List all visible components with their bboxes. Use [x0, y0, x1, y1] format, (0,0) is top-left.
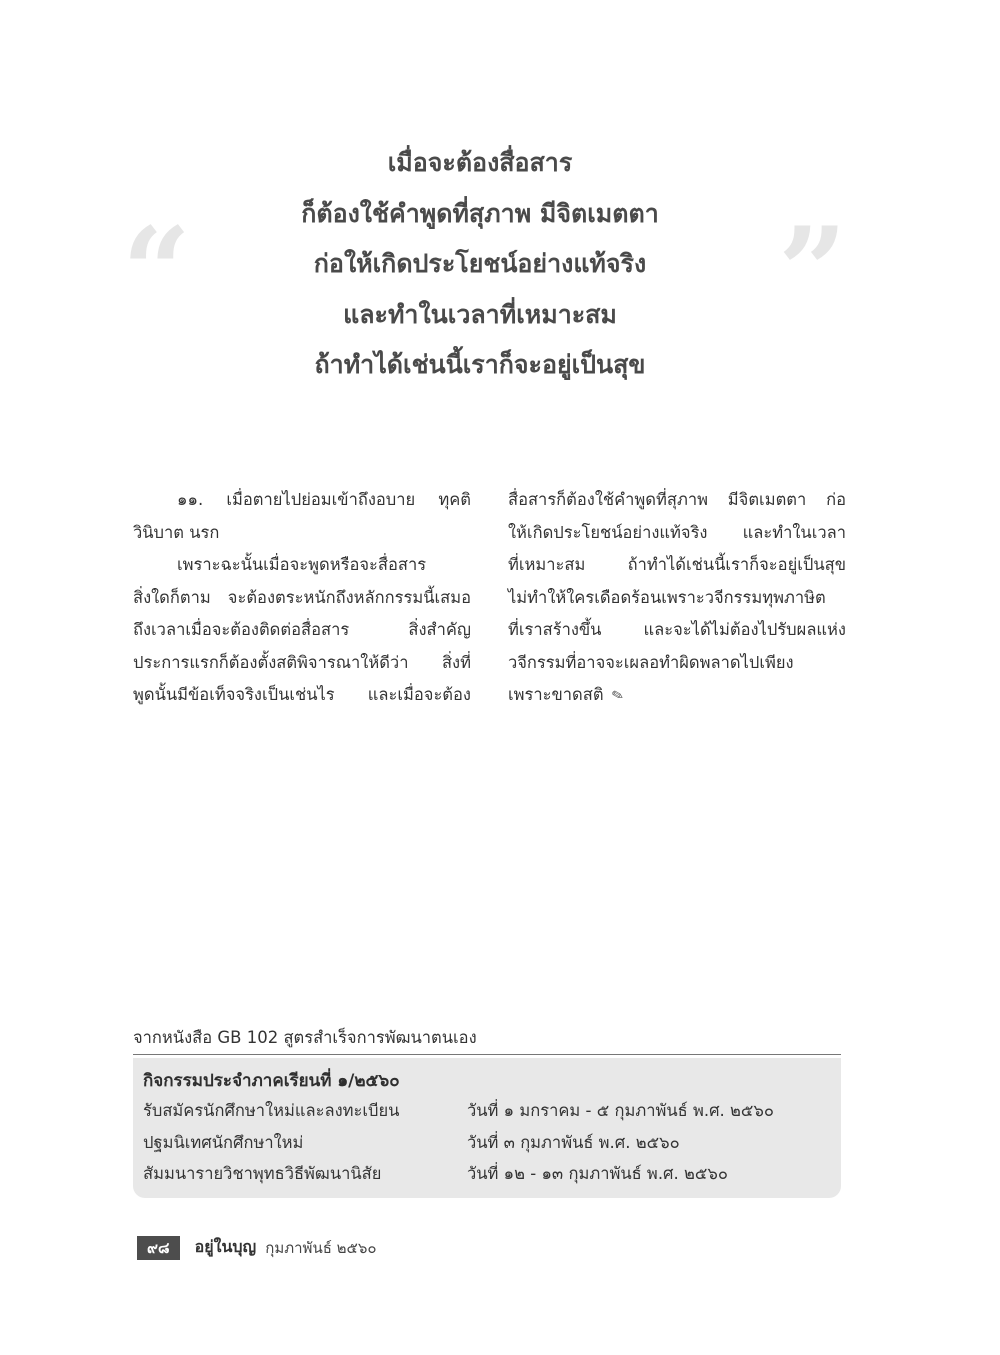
body-line: พูดนั้นมีข้อเท็จจริงเป็นเช่นไร และเมื่อจะต้อง	[133, 685, 471, 704]
body-line: ไม่ทำให้ใครเดือดร้อนเพราะวจีกรรมทุพภาษิต	[508, 587, 826, 607]
body-line: วจีกรรมที่อาจจะเผลอทำผิดพลาดไปเพียง	[508, 652, 794, 672]
feather-end-mark-icon: ✎	[609, 686, 626, 706]
activity-name: สัมมนารายวิชาพุทธวิธีพัฒนานิสัย	[143, 1164, 382, 1183]
pull-quote-line: ถ้าทำได้เช่นนี้เราก็จะอยู่เป็นสุข	[314, 350, 646, 379]
activity-name: รับสมัครนักศึกษาใหม่และลงทะเบียน	[143, 1101, 400, 1120]
body-line: ๑๑. เมื่อตายไปย่อมเข้าถึงอบาย ทุคติ	[177, 490, 471, 509]
page-number: ๙๘	[137, 1236, 180, 1260]
issue-date: กุมภาพันธ์ ๒๕๖๐	[265, 1238, 377, 1257]
body-line: ถึงเวลาเมื่อจะต้องติดต่อสื่อสาร สิ่งสำคัญ	[133, 620, 471, 639]
pull-quote-line: และทำในเวลาที่เหมาะสม	[343, 299, 617, 329]
activity-date: วันที่ ๓ กุมภาพันธ์ พ.ศ. ๒๕๖๐	[467, 1133, 680, 1152]
body-line	[508, 679, 846, 713]
pull-quote	[200, 138, 760, 391]
close-quote-mark: ”	[778, 201, 848, 342]
body-line: สื่อสารก็ต้องใช้คำพูดที่สุภาพ มีจิตเมตตา ก่อ	[508, 490, 846, 509]
body-line: ที่เหมาะสม ถ้าทำได้เช่นนี้เราก็จะอยู่เป็นสุข	[508, 555, 846, 574]
body-line: เพราะฉะนั้นเมื่อจะพูดหรือจะสื่อสาร	[177, 555, 427, 574]
body-line: ให้เกิดประโยชน์อย่างแท้จริง และทำในเวลา	[508, 522, 846, 542]
pull-quote-line: เมื่อจะต้องสื่อสาร	[387, 148, 573, 177]
source-citation: จากหนังสือ GB 102 สูตรสำเร็จการพัฒนาตนเอง	[133, 1028, 477, 1047]
divider	[133, 1054, 841, 1055]
open-quote-mark: “	[122, 201, 192, 342]
body-line-text: เพราะขาดสติ	[508, 685, 604, 704]
activities-title: กิจกรรมประจำภาคเรียนที่ ๑/๒๕๖๐	[143, 1071, 400, 1091]
body-column-right	[508, 484, 846, 713]
activity-name: ปฐมนิเทศนักศึกษาใหม่	[143, 1133, 304, 1152]
page-footer	[137, 1235, 377, 1259]
body-line: ที่เราสร้างขึ้น และจะได้ไม่ต้องไปรับผลแห่ง	[508, 620, 846, 639]
magazine-name: อยู่ในบุญ	[194, 1237, 257, 1256]
activity-date: วันที่ ๑๒ - ๑๓ กุมภาพันธ์ พ.ศ. ๒๕๖๐	[467, 1164, 728, 1183]
body-line: สิ่งใดก็ตาม จะต้องตระหนักถึงหลักกรรมนี้เสมอ	[133, 587, 471, 607]
activities-box	[133, 1058, 841, 1198]
body-line: วินิบาต นรก	[133, 522, 220, 542]
pull-quote-line: ก็ต้องใช้คำพูดที่สุภาพ มีจิตเมตตา	[301, 198, 659, 228]
body-line: ประการแรกก็ต้องตั้งสติพิจารณาให้ดีว่า สิ่งที่	[133, 652, 471, 672]
body-column-left	[133, 484, 471, 712]
activity-date: วันที่ ๑ มกราคม - ๕ กุมภาพันธ์ พ.ศ. ๒๕๖๐	[467, 1101, 774, 1120]
pull-quote-line: ก่อให้เกิดประโยชน์อย่างแท้จริง	[313, 249, 647, 278]
